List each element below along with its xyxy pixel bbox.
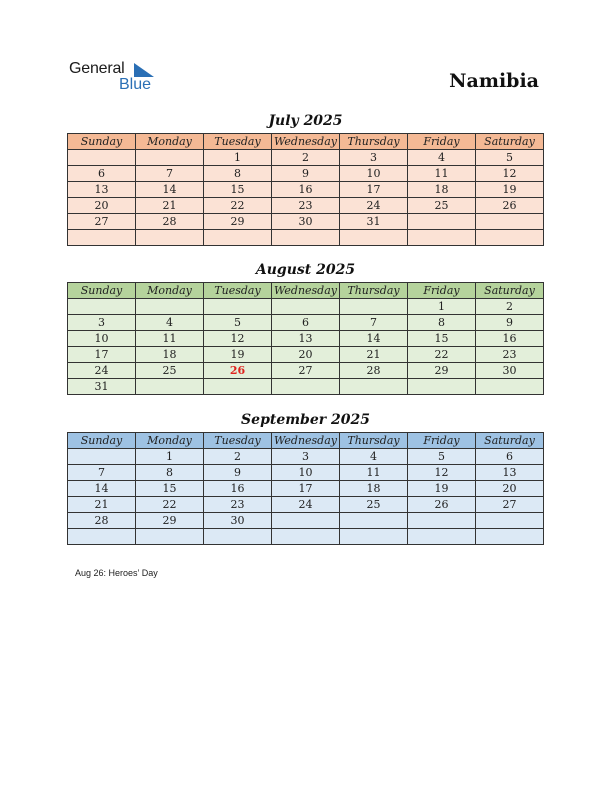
empty-day-cell [204,379,272,395]
empty-day-cell [340,513,408,529]
weekday-header-monday: Monday [136,433,204,449]
day-cell: 28 [68,513,136,529]
day-cell: 16 [204,481,272,497]
weekday-header-saturday: Saturday [476,134,544,150]
day-cell: 31 [340,214,408,230]
day-cell: 13 [68,182,136,198]
day-cell: 29 [408,363,476,379]
day-cell: 21 [136,198,204,214]
empty-day-cell [272,513,340,529]
day-cell: 12 [408,465,476,481]
holiday-note: Aug 26: Heroes’ Day [75,568,158,578]
day-cell: 20 [272,347,340,363]
empty-day-cell [272,299,340,315]
day-cell: 3 [272,449,340,465]
empty-day-cell [68,529,136,545]
empty-day-cell [408,230,476,246]
day-cell: 5 [204,315,272,331]
day-cell: 8 [136,465,204,481]
weekday-header-monday: Monday [136,134,204,150]
day-cell: 9 [204,465,272,481]
week-row [68,513,544,529]
day-cell: 11 [136,331,204,347]
day-cell: 12 [476,166,544,182]
weekday-header-sunday: Sunday [68,433,136,449]
week-row [68,230,544,246]
week-row [68,299,544,315]
day-cell: 2 [476,299,544,315]
weekday-header-wednesday: Wednesday [272,433,340,449]
day-cell: 26 [408,497,476,513]
logo-blue-text: Blue [119,76,152,93]
day-cell: 4 [136,315,204,331]
day-cell: 20 [68,198,136,214]
day-cell: 17 [272,481,340,497]
day-cell: 19 [204,347,272,363]
day-cell: 4 [340,449,408,465]
week-row [68,529,544,545]
day-cell: 6 [272,315,340,331]
week-row [68,449,544,465]
day-cell: 29 [136,513,204,529]
empty-day-cell [476,230,544,246]
weekday-header-thursday: Thursday [340,134,408,150]
day-cell: 27 [68,214,136,230]
day-cell: 14 [340,331,408,347]
day-cell: 14 [136,182,204,198]
weekday-header-tuesday: Tuesday [204,283,272,299]
calendar-july [67,133,544,246]
week-row [68,182,544,198]
logo-triangle-icon [134,63,154,77]
holiday-day-cell: 26 [204,363,272,379]
day-cell: 8 [204,166,272,182]
empty-day-cell [476,379,544,395]
day-cell: 27 [476,497,544,513]
weekday-header-saturday: Saturday [476,433,544,449]
empty-day-cell [408,513,476,529]
weekday-header-sunday: Sunday [68,134,136,150]
empty-day-cell [476,513,544,529]
day-cell: 5 [408,449,476,465]
weekday-header-row [68,283,544,299]
day-cell: 9 [272,166,340,182]
weekday-header-friday: Friday [408,433,476,449]
day-cell: 19 [408,481,476,497]
day-cell: 18 [136,347,204,363]
empty-day-cell [340,529,408,545]
empty-day-cell [68,299,136,315]
empty-day-cell [476,214,544,230]
month-title-august: August 2025 [255,262,356,278]
day-cell: 18 [408,182,476,198]
empty-day-cell [272,529,340,545]
country-name: Namibia [449,70,539,92]
day-cell: 2 [204,449,272,465]
day-cell: 10 [68,331,136,347]
weekday-header-monday: Monday [136,283,204,299]
day-cell: 8 [408,315,476,331]
day-cell: 15 [408,331,476,347]
generalblue-logo [69,60,169,96]
day-cell: 7 [340,315,408,331]
day-cell: 16 [476,331,544,347]
day-cell: 1 [136,449,204,465]
week-row [68,363,544,379]
day-cell: 6 [476,449,544,465]
empty-day-cell [408,214,476,230]
weekday-header-saturday: Saturday [476,283,544,299]
day-cell: 1 [408,299,476,315]
day-cell: 28 [136,214,204,230]
week-row [68,214,544,230]
empty-day-cell [408,379,476,395]
week-row [68,379,544,395]
empty-day-cell [68,449,136,465]
day-cell: 25 [136,363,204,379]
empty-day-cell [476,529,544,545]
empty-day-cell [408,529,476,545]
day-cell: 24 [68,363,136,379]
empty-day-cell [272,230,340,246]
week-row [68,315,544,331]
weekday-header-friday: Friday [408,134,476,150]
day-cell: 25 [408,198,476,214]
month-title-july: July 2025 [268,113,343,129]
day-cell: 24 [272,497,340,513]
empty-day-cell [204,230,272,246]
day-cell: 28 [340,363,408,379]
day-cell: 13 [272,331,340,347]
day-cell: 13 [476,465,544,481]
empty-day-cell [136,299,204,315]
weekday-header-thursday: Thursday [340,433,408,449]
weekday-header-row [68,433,544,449]
empty-day-cell [136,150,204,166]
day-cell: 30 [476,363,544,379]
empty-day-cell [68,230,136,246]
day-cell: 6 [68,166,136,182]
day-cell: 22 [136,497,204,513]
day-cell: 4 [408,150,476,166]
day-cell: 21 [68,497,136,513]
weekday-header-row [68,134,544,150]
day-cell: 21 [340,347,408,363]
day-cell: 18 [340,481,408,497]
day-cell: 10 [272,465,340,481]
empty-day-cell [204,299,272,315]
day-cell: 17 [340,182,408,198]
weekday-header-friday: Friday [408,283,476,299]
empty-day-cell [136,230,204,246]
day-cell: 5 [476,150,544,166]
day-cell: 27 [272,363,340,379]
day-cell: 3 [68,315,136,331]
week-row [68,198,544,214]
day-cell: 26 [476,198,544,214]
month-title-september: September 2025 [241,412,370,428]
day-cell: 29 [204,214,272,230]
week-row [68,465,544,481]
day-cell: 22 [408,347,476,363]
day-cell: 30 [204,513,272,529]
weekday-header-tuesday: Tuesday [204,433,272,449]
week-row [68,166,544,182]
calendar-september [67,432,544,545]
empty-day-cell [340,379,408,395]
day-cell: 16 [272,182,340,198]
day-cell: 2 [272,150,340,166]
day-cell: 23 [272,198,340,214]
day-cell: 7 [68,465,136,481]
empty-day-cell [340,230,408,246]
logo-general-text: General [69,60,125,77]
day-cell: 15 [204,182,272,198]
day-cell: 23 [204,497,272,513]
week-row [68,347,544,363]
empty-day-cell [340,299,408,315]
weekday-header-wednesday: Wednesday [272,134,340,150]
calendar-august [67,282,544,395]
empty-day-cell [204,529,272,545]
weekday-header-tuesday: Tuesday [204,134,272,150]
day-cell: 14 [68,481,136,497]
week-row [68,481,544,497]
day-cell: 11 [340,465,408,481]
weekday-header-thursday: Thursday [340,283,408,299]
day-cell: 19 [476,182,544,198]
day-cell: 9 [476,315,544,331]
day-cell: 12 [204,331,272,347]
day-cell: 30 [272,214,340,230]
day-cell: 25 [340,497,408,513]
empty-day-cell [136,379,204,395]
day-cell: 17 [68,347,136,363]
day-cell: 1 [204,150,272,166]
week-row [68,497,544,513]
day-cell: 23 [476,347,544,363]
empty-day-cell [272,379,340,395]
week-row [68,331,544,347]
day-cell: 24 [340,198,408,214]
day-cell: 22 [204,198,272,214]
week-row [68,150,544,166]
day-cell: 7 [136,166,204,182]
day-cell: 10 [340,166,408,182]
day-cell: 3 [340,150,408,166]
day-cell: 15 [136,481,204,497]
empty-day-cell [136,529,204,545]
day-cell: 11 [408,166,476,182]
weekday-header-wednesday: Wednesday [272,283,340,299]
day-cell: 20 [476,481,544,497]
empty-day-cell [68,150,136,166]
weekday-header-sunday: Sunday [68,283,136,299]
day-cell: 31 [68,379,136,395]
